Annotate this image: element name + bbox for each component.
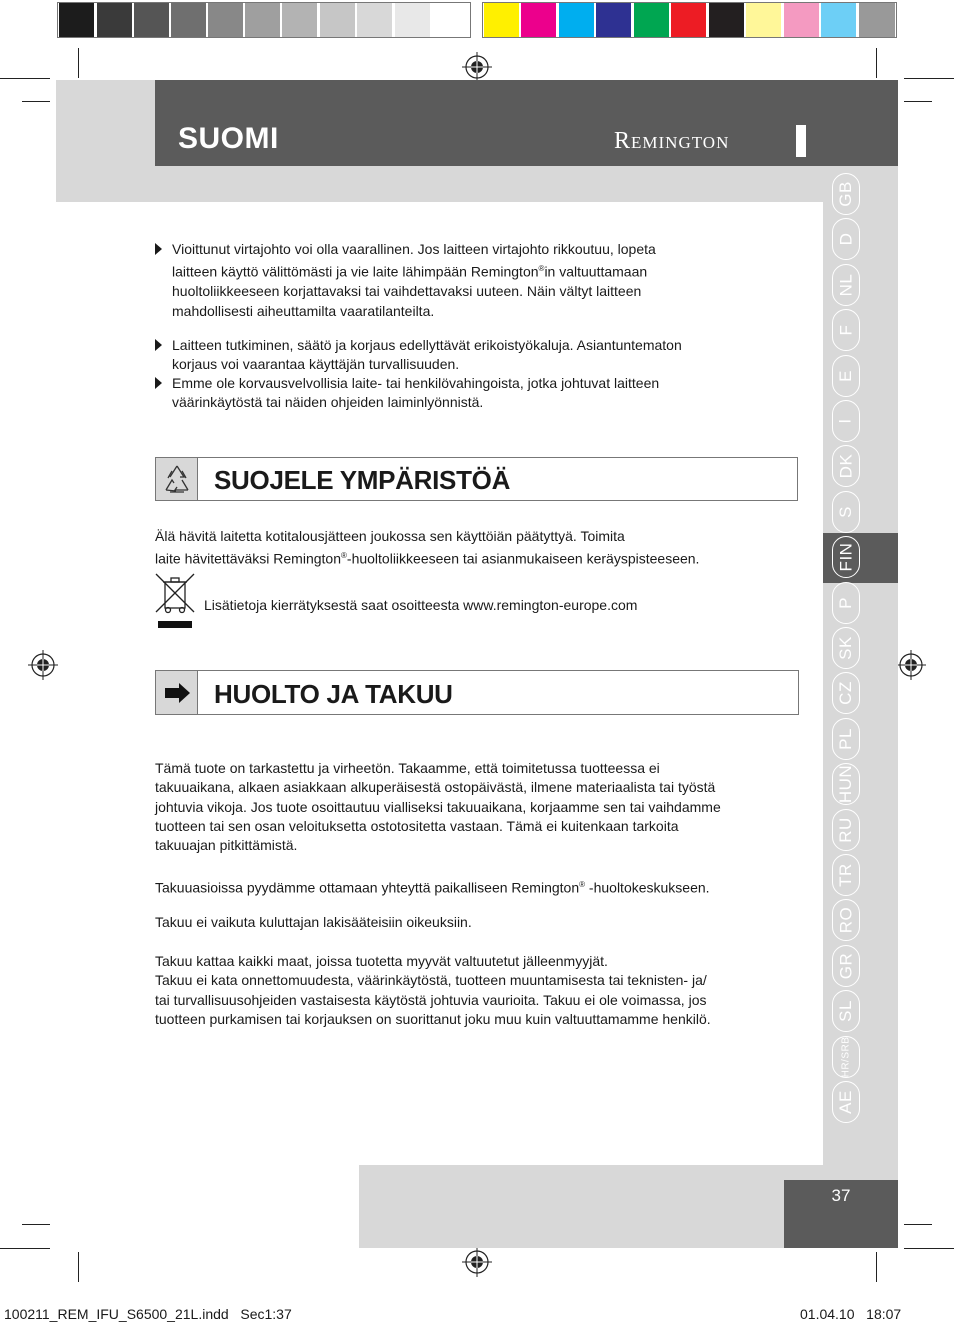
text-line: tuotteen purkamisen tai korjauksen on suorittanut joku muu kuin valtuuttamamme henkilö. [155,1010,711,1027]
swatch [484,3,519,37]
swatch [245,3,280,37]
swatch [784,3,819,37]
bullet-icon [155,339,162,351]
brand-logo: Remington [614,128,730,154]
language-tab-label: HUN [836,765,855,804]
language-tab-label: GB [836,181,855,207]
bullet-item [172,240,792,321]
registration-mark-icon [896,650,926,680]
section-header-environment [155,457,798,501]
swatch [171,3,206,37]
swatch [282,3,317,37]
language-tab-gb[interactable] [832,173,860,215]
swatch [357,3,392,37]
warranty-paragraph-3: Takuu ei vaikuta kuluttajan lakisääteisiin oikeuksiin. [155,914,472,930]
swatch [521,3,556,37]
crop-mark [904,78,954,79]
text-line: takuuajan pitkittämistä. [155,837,298,854]
text-line: väärinkäytöstä tai näiden ohjeiden laiminlyönnistä. [172,394,484,411]
environment-text [155,527,795,569]
text-line: korjaus voi vaarantaa käyttäjän turvallisuuden. [172,356,460,373]
language-tab-label: RU [836,816,855,843]
arrow-right-icon [163,682,191,704]
crop-mark [22,101,50,102]
crossed-bin-icon [154,572,196,630]
language-tab-ro[interactable] [832,899,860,941]
language-tab-label: TR [835,863,855,887]
text-line: Älä hävitä laitetta kotitalousjätteen joukossa sen käyttöiän päätyttyä. Toimita [155,528,625,544]
crop-mark [876,1252,877,1282]
language-tab-label: SK [836,636,855,660]
warranty-paragraph-2: Takuuasioissa pyydämme ottamaan yhteyttä paikalliseen Remington® -huoltokeskukseen. [155,879,710,896]
language-tab-label: GR [836,952,855,980]
arrow-icon-cell [156,671,198,714]
language-tab-f[interactable] [832,309,860,351]
recycle-icon [160,462,194,496]
language-tab-gr[interactable] [832,945,860,987]
swatch [433,3,469,37]
text-line: Takuu ei kata onnettomuudesta, väärinkäytöstä, tuotteen muuntamisesta tai teknisten- ja/ [155,972,707,989]
language-tab-label: S [836,505,855,518]
language-tab-label: F [835,324,855,336]
language-tab-sk[interactable] [832,627,860,669]
footer-date: 01.04.10 18:07 [800,1306,902,1322]
crop-mark [0,78,50,79]
text-line: Tämä tuote on tarkastettu ja virheetön. Takaamme, että toimitetussa tuotteessa ei [155,760,660,776]
swatch [746,3,781,37]
swatch [208,3,243,37]
swatch [97,3,132,37]
swatch [134,3,169,37]
bullet-icon [155,243,162,255]
language-tab-label: CZ [835,681,855,706]
swatch [59,3,94,37]
section-header-warranty [155,670,799,715]
crop-mark [78,1252,79,1282]
bullet-item [172,374,792,413]
language-tab-p[interactable] [832,582,860,624]
language-tab-label: I [835,418,855,424]
language-tab-label: D [836,233,855,246]
language-tab-label: HR/SRB [840,1036,852,1077]
language-tab-sl[interactable] [832,990,860,1032]
bullet-item [172,336,792,375]
page-number: 37 [831,1186,851,1205]
text-line: tuotteen tai sen osan veloituksetta ostotositetta vastaan. Tämä ei kuitenkaan tarkoita [155,817,679,834]
text-line: laitteen käyttö välittömästi ja vie laite lähimpään Remington®in valtuuttamaan [172,263,648,280]
language-tab-cz[interactable] [832,672,860,714]
recycle-info: Lisätietoja kierrätyksestä saat osoitteesta www.remington-europe.com [204,597,638,613]
language-tab-d[interactable] [832,218,860,260]
language-tab-i[interactable] [832,400,860,442]
warranty-paragraph-1 [155,759,795,855]
brand-bar [796,125,806,157]
language-tab-ru[interactable] [832,809,860,851]
crop-mark [78,48,79,78]
text-line: mahdollisesti aiheuttamilta vaaratilanteilta. [172,302,435,319]
recycle-icon-cell [156,458,198,500]
language-tab-tr[interactable] [832,854,860,896]
language-tab-s[interactable] [832,491,860,533]
section-title: SUOJELE YMPÄRISTÖÄ [214,465,511,495]
swatch [395,3,430,37]
language-tab-label: SL [835,1000,855,1023]
crop-mark [904,101,932,102]
language-tab-label: RO [836,907,855,934]
text-line: takuuaikana, alkaen asiakkaan alkuperäisestä ostopäivästä, ilmene materiaalista tai työstä [155,779,716,796]
registration-mark-icon [462,1247,492,1277]
language-tab-hr-srb[interactable] [832,1036,860,1078]
language-tab-label: PL [835,727,855,750]
text-line: Takuu kattaa kaikki maat, joissa tuotetta myyvät valtuutetut jälleenmyyjät. [155,953,608,969]
language-tab-label: AE [836,1090,855,1114]
registration-mark-icon [28,650,58,680]
language-tab-label: DK [836,454,855,479]
section-title: HUOLTO JA TAKUU [214,679,453,709]
swatch [320,3,355,37]
language-tab-label: NL [835,273,855,297]
crop-mark [876,48,877,78]
text-line: Laitteen tutkiminen, säätö ja korjaus edellyttävät erikoistyökaluja. Asiantuntematon [172,337,682,353]
footer-file-info: 100211_REM_IFU_S6500_21L.indd Sec1:37 [4,1306,292,1322]
language-tab-label: FIN [836,542,856,572]
text-line: laite hävitettäväksi Remington®-huoltoliikkeeseen tai asianmukaiseen keräyspisteeseen. [155,550,700,567]
swatch [559,3,594,37]
language-tab-label: P [836,596,855,609]
swatch [671,3,706,37]
text-line: tai turvallisuusohjeiden vastaisesta käytöstä johtuvia vaurioita. Takuu ei ole voimassa, jos [155,991,707,1008]
language-tab-nl[interactable] [832,264,860,306]
bullet-icon [155,377,162,389]
text-line: huoltoliikkeeseen korjattavaksi tai vaihdettavaksi uuteen. Näin vältyt laitteen [172,283,642,300]
text-line: Emme ole korvausvelvollisia laite- tai henkilövahingoista, jotka johtuvat laitteen [172,375,660,391]
swatch [859,3,895,37]
crop-mark [22,1224,50,1225]
swatch [596,3,631,37]
language-tab-dk[interactable] [832,445,860,487]
text-line: Vioittunut virtajohto voi olla vaarallinen. Jos laitteen virtajohto rikkoutuu, lopeta [172,241,656,257]
language-tab-fin[interactable] [832,536,860,578]
crop-mark [904,1224,932,1225]
language-tab-pl[interactable] [832,718,860,760]
language-tab-e[interactable] [832,355,860,397]
language-tab-ae[interactable] [832,1081,860,1123]
swatch [709,3,744,37]
language-tab-hun[interactable] [832,763,860,805]
page-title: SUOMI [178,122,279,155]
crop-mark [0,1248,50,1249]
swatch [821,3,856,37]
warranty-paragraph-4 [155,952,815,1029]
registration-mark-icon [462,52,492,82]
text-line: johtuvia vikoja. Jos tuote osoittautuu vialliseksi takuuaikana, korjaamme sen tai vaihdamme [155,798,721,815]
swatch [634,3,669,37]
crop-mark [904,1248,954,1249]
language-tab-label: E [836,369,855,382]
